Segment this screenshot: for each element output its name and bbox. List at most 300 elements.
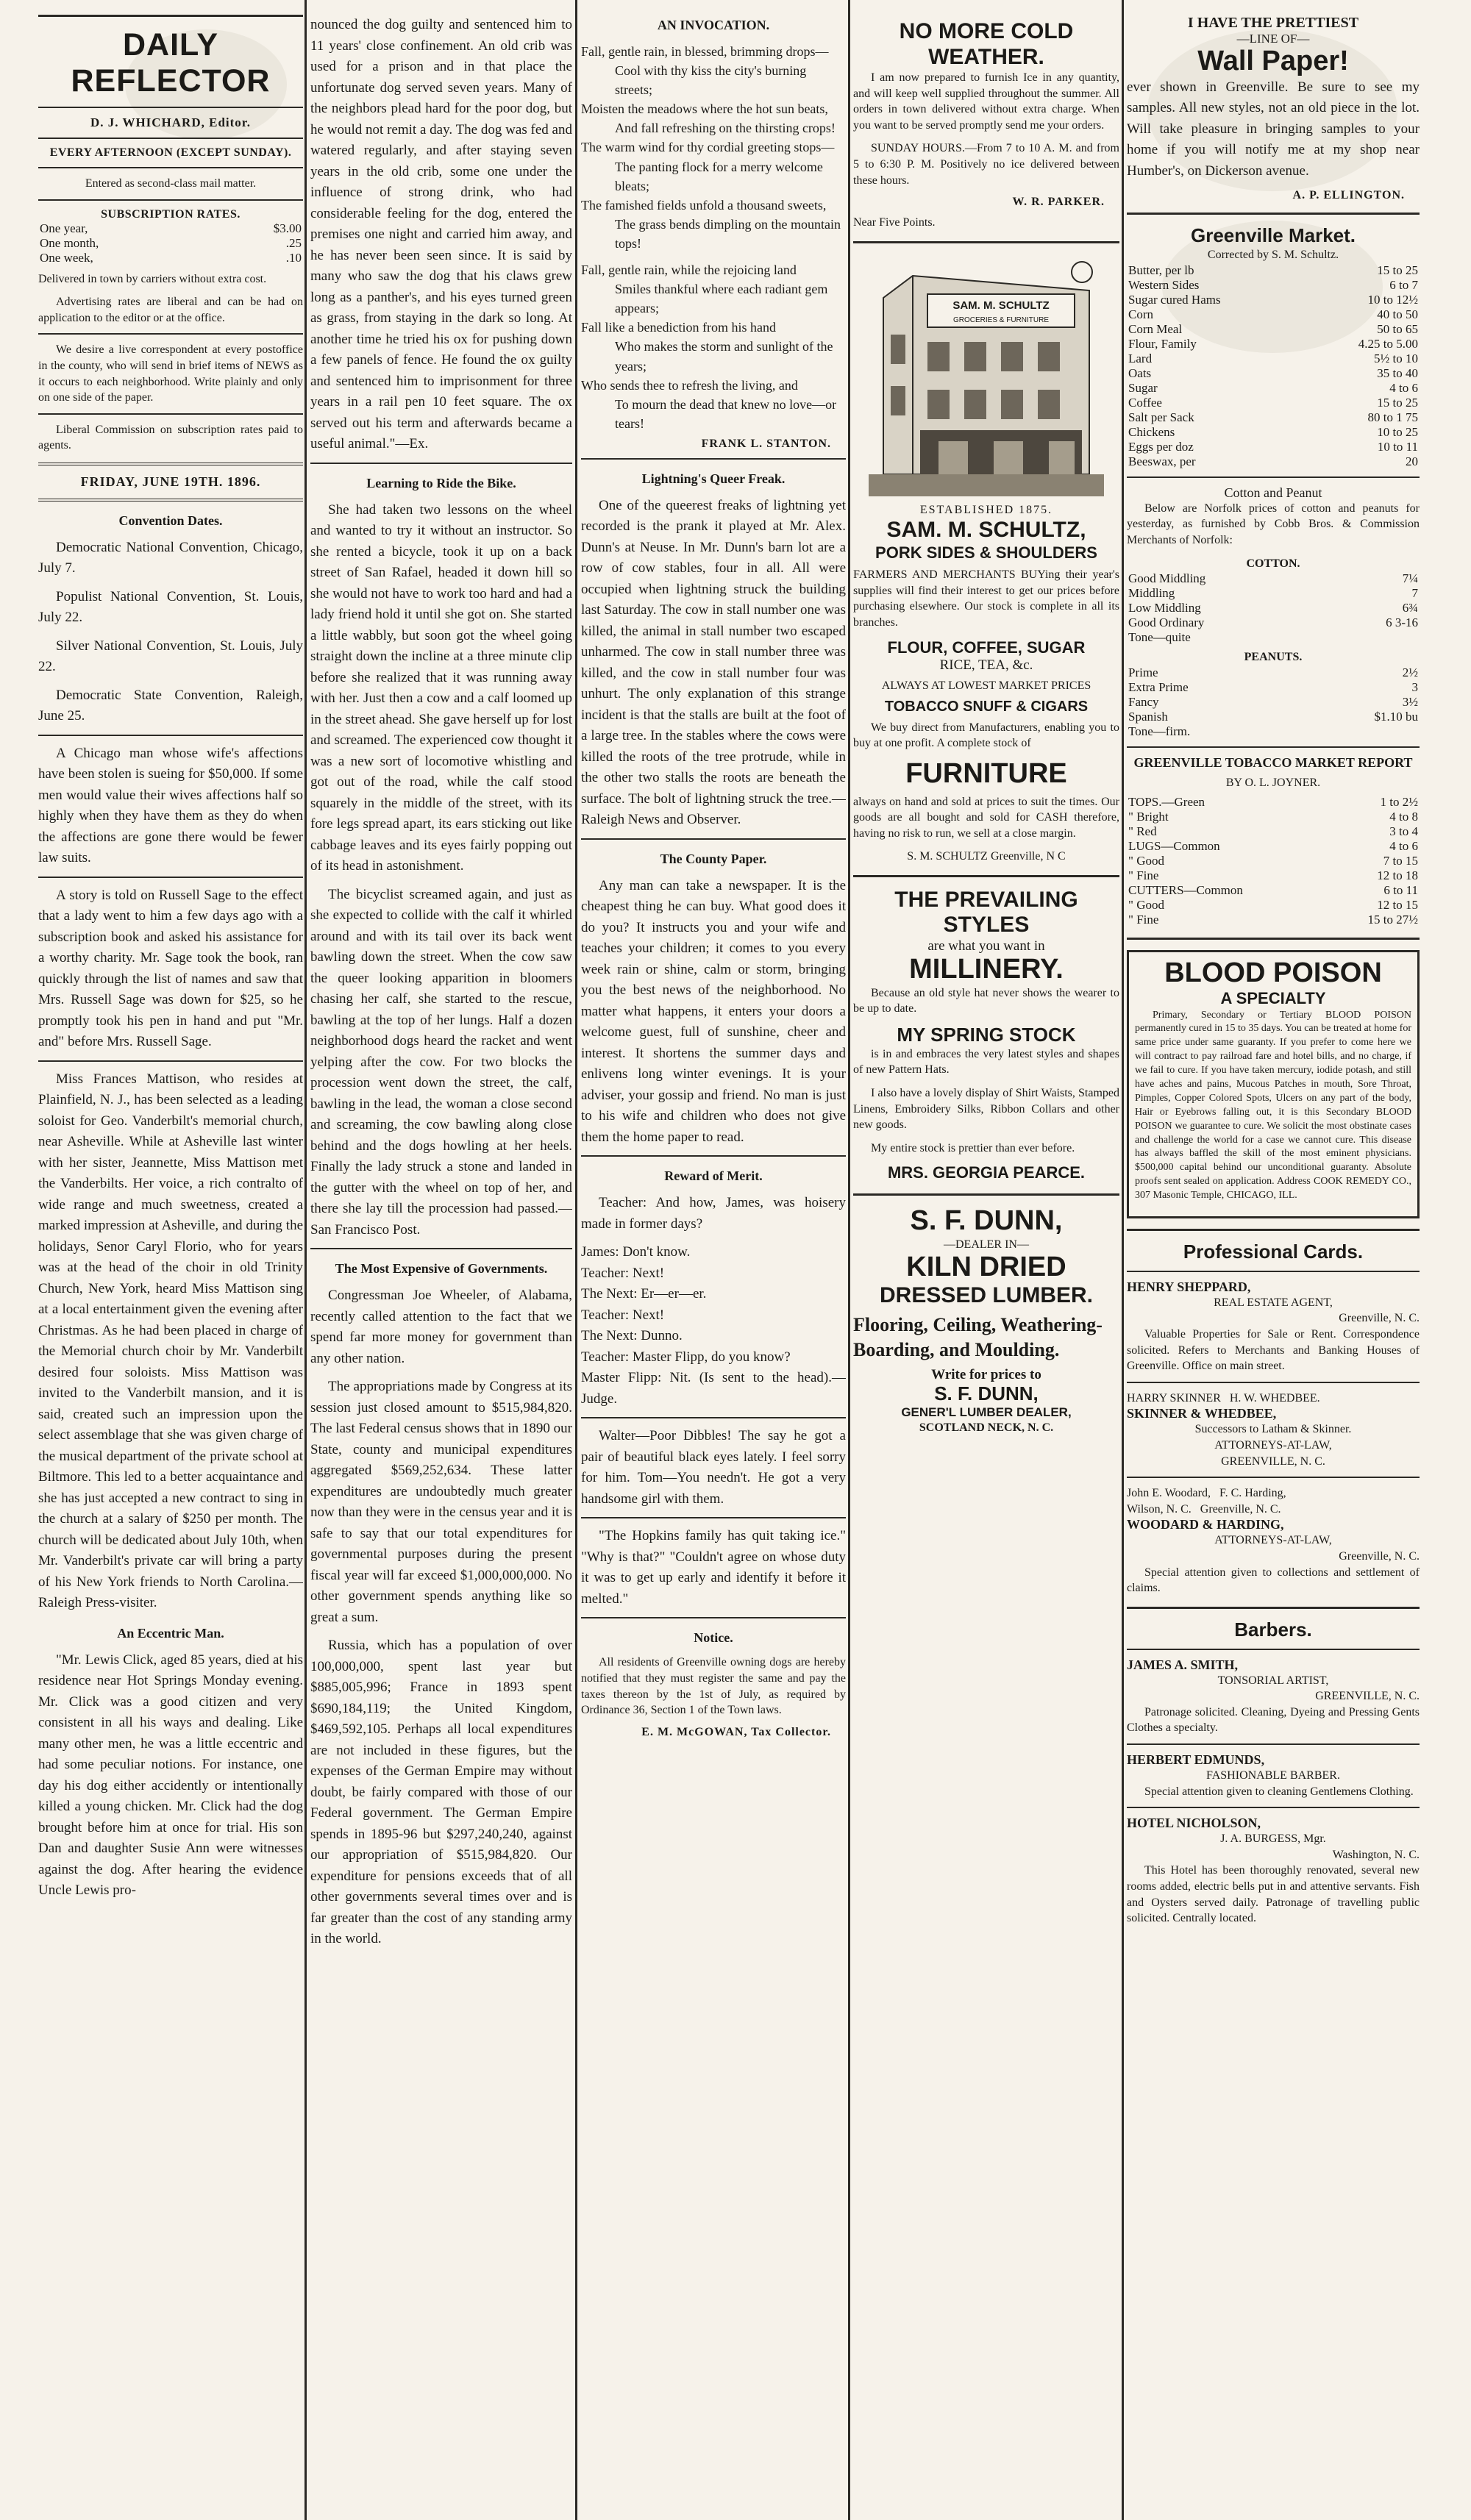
market-row: [1127, 396, 1420, 410]
market-row-item: Butter, per lb: [1128, 263, 1194, 277]
wallpaper-line: I HAVE THE PRETTIEST: [1187, 15, 1359, 31]
column-rule: [848, 0, 850, 2520]
pearce-body: My entire stock is prettier than ever before.: [871, 1141, 1075, 1154]
column-1: [38, 0, 303, 2520]
poem-line: Smiles thankful where each radiant gem appears;: [615, 282, 828, 316]
tobacco-row-price: 15 to 27½: [1367, 913, 1418, 927]
rate-row: [38, 221, 303, 236]
dunn-lumber: DRESSED LUMBER.: [879, 1282, 1094, 1307]
subscription-rates: [38, 221, 303, 265]
poem-line: Moisten the meadows where the hot sun beats,: [581, 101, 828, 117]
dunn-signature: S. F. DUNN,: [934, 1382, 1039, 1405]
market-row-price: 20: [1406, 454, 1418, 468]
cotton-row-price: 6 3-16: [1386, 615, 1418, 630]
rate-price: .25: [285, 235, 302, 250]
tobacco-row-price: 7 to 15: [1383, 854, 1418, 868]
divider: [38, 499, 303, 501]
peanut-row: [1127, 710, 1420, 724]
schultz-prices: ALWAYS AT LOWEST MARKET PRICES: [881, 679, 1091, 692]
divider: [1127, 938, 1420, 940]
woodard-cities: Wilson, N. C. Greenville, N. C.: [1127, 1502, 1281, 1516]
poem-line: And fall refreshing on the thirsting crops!: [615, 121, 836, 136]
tobacco-row: [1127, 810, 1420, 824]
market-row: [1127, 307, 1420, 322]
dialogue-line: Master Flipp: Nit. (Is sent to the head).—Judge.: [581, 1370, 846, 1407]
divider: [38, 1060, 303, 1062]
convention-item: Populist National Convention, St. Louis, July 22.: [38, 588, 303, 626]
dunn-write: Write for prices to: [931, 1367, 1041, 1383]
commission-note: Liberal Commission on subscription rates paid to agents.: [38, 423, 303, 452]
cotton-row: [1127, 601, 1420, 615]
masthead-entered: Entered as second-class mail matter.: [85, 177, 257, 190]
peanut-row-item: Extra Prime: [1128, 679, 1189, 694]
poem-line: To mourn the dead that knew no love—or tears!: [615, 396, 837, 431]
market-row-item: Beeswax, per: [1128, 454, 1196, 468]
tobacco-row: [1127, 839, 1420, 854]
notice-signature: E. M. McGOWAN, Tax Collector.: [641, 1725, 831, 1738]
column-3: [581, 0, 846, 2520]
skinner-succ: Successors to Latham & Skinner.: [1194, 1423, 1352, 1436]
tobacco-row: [1127, 883, 1420, 898]
poem-line: Fall like a benediction from his hand: [581, 320, 776, 335]
convention-item: Silver National Convention, St. Louis, July 22.: [38, 638, 303, 675]
market-by: Corrected by S. M. Schultz.: [1207, 249, 1339, 262]
article-heading: Notice.: [694, 1630, 733, 1646]
tobacco-row: [1127, 824, 1420, 839]
tobacco-row-item: " Good: [1128, 898, 1164, 913]
store-sign-subtext: GROCERIES & FURNITURE: [952, 315, 1050, 324]
tobacco-row-item: " Red: [1128, 824, 1157, 839]
pearce-millinery: MILLINERY.: [909, 953, 1064, 985]
market-row: [1127, 440, 1420, 454]
divider: [581, 1155, 846, 1157]
article-heading: The Most Expensive of Governments.: [335, 1261, 548, 1276]
column-2: [310, 0, 572, 2520]
tobacco-row: [1127, 898, 1420, 913]
tobacco-row-price: 4 to 6: [1389, 839, 1418, 854]
dialogue-line: Teacher: Next!: [581, 1307, 665, 1323]
article-paragraph: Miss Frances Mattison, who resides at Plainfield, N. J., has been selected as a leading soloist for Geo. Vanderbilt's memorial church, near Asheville. While at Asheville last winter with her sister, Jeannette, Miss Mattison met the Vanderbilts. Her voice, a rich contralto of wide range and much sweetness, created a marked impression at Asheville, and during the holidays, Senor Caryl Florio, who for years was at the head of the choir in old Trinity Church, New York, heard Miss Mattison sing at a local entertainment given the evening after Christmas. As he had been placed in charge of the Memorial church choir by Mr. Vanderbilt desired four soloists. Miss Mattison was invited to the Vanderbilt mansion, and it is said, created such an impression upon the select assemblage that she was given charge of the musical department of the private school at Biltmore. This led to a better acquaintance and she has just accepted a new contract to sing in the church at a salary of $250 per month. The church will be dedicated about July 10th, when Mr. Vanderbilt's private car will bring a party of his New York friends to North Carolina.—Raleigh Press-visiter.: [38, 1071, 303, 1611]
divider: [310, 463, 572, 464]
smith-title: TONSORIAL ARTIST,: [1217, 1674, 1329, 1687]
divider: [581, 1617, 846, 1618]
poem-line: The famished fields unfold a thousand sweets,: [581, 197, 827, 213]
poem-line: Who sends thee to refresh the living, and: [581, 377, 798, 393]
established-line: ESTABLISHED 1875.: [919, 503, 1053, 516]
blood-sub: A SPECIALTY: [1220, 989, 1326, 1008]
rate-row: [38, 236, 303, 251]
market-row: [1127, 454, 1420, 469]
divider: [581, 838, 846, 840]
article-paragraph: A Chicago man whose wife's affections have been stolen is sueing for $50,000. If some men would value their wives affections half so highly when they have them as they do when the affections are gone there would be fewer law suits.: [38, 745, 303, 866]
article-heading: Learning to Ride the Bike.: [366, 475, 516, 490]
wallpaper-body: ever shown in Greenville. Be sure to see my samples. All new styles, not an old piece in the lot. Will take pleasure in bringing samples to your home if you will notify me at my shop near Humber's, on Dickerson avenue.: [1127, 79, 1420, 179]
divider: [38, 199, 303, 201]
peanut-row-item: Prime: [1128, 665, 1158, 679]
rate-term: One year,: [40, 221, 88, 235]
tobacco-heading: GREENVILLE TOBACCO MARKET REPORT: [1133, 754, 1413, 770]
market-row-price: 15 to 25: [1377, 395, 1418, 410]
market-row: [1127, 425, 1420, 440]
pearce-body: I also have a lovely display of Shirt Waists, Stamped Linens, Embroidery Silks, Ribbon Collars and other new goods.: [853, 1087, 1119, 1132]
market-row: [1127, 410, 1420, 425]
market-row-item: Oats: [1128, 365, 1152, 380]
masthead-title: DAILY REFLECTOR: [71, 27, 271, 99]
column-rule: [1122, 0, 1124, 2520]
smith-name: JAMES A. SMITH,: [1127, 1657, 1239, 1672]
wallpaper-heading: Wall Paper!: [1197, 46, 1349, 76]
schultz-name: SAM. M. SCHULTZ,: [886, 518, 1086, 543]
rate-price: $3.00: [273, 221, 302, 235]
divider: [853, 875, 1119, 877]
dialogue-line: Teacher: Master Flipp, do you know?: [581, 1349, 791, 1365]
schultz-signature: S. M. SCHULTZ Greenville, N C: [907, 850, 1066, 863]
woodard-title: ATTORNEYS-AT-LAW,: [1214, 1534, 1332, 1547]
cotton-intro: Below are Norfolk prices of cotton and peanuts for yesterday, as furnished by Cobb Bros. & Commission Merchants of Norfolk:: [1127, 501, 1420, 546]
notice-paragraph: All residents of Greenville owning dogs are hereby notified that they must register the same and pay the taxes thereon by the 1st of July, as required by Ordinance 36, Section 1 of the Town laws.: [581, 1656, 846, 1717]
market-row: [1127, 366, 1420, 381]
schultz-furniture: FURNITURE: [905, 757, 1067, 789]
tobacco-row-item: " Fine: [1128, 913, 1159, 927]
issue-date: FRIDAY, JUNE 19TH. 1896.: [80, 474, 261, 489]
woodard-names: John E. Woodard, F. C. Harding,: [1127, 1487, 1286, 1500]
article-heading: An Eccentric Man.: [117, 1625, 224, 1641]
hotel-body: This Hotel has been thoroughly renovated, several new rooms added, electric bells put in and attentive servants. Fish and Oysters served daily. Patronage of travelling public solicited. Centrally located.: [1127, 1864, 1420, 1925]
edmunds-body: Special attention given to cleaning Gentlemens Clothing.: [1144, 1785, 1414, 1798]
article-heading: Lightning's Queer Freak.: [641, 471, 786, 486]
article-paragraph: She had taken two lessons on the wheel and wanted to try it without an instructor. So she rented a bicycle, took it up on a back street of San Rafael, headed it down hill so she would not have to work too hard and had a lady friend hold it until she got on. She started a little wabbly, but soon got the wheel going straight down the incline at a three minute clip before she realized that it was running away with her. Just then a cow and a calf loomed up in the street ahead. She gave herself up for lost and screamed. The experienced cow thought it was a new sort of locomotive whistling and got out of the road, while the calf stood squarely in the middle of the street, with its fore legs spread apart, its ears sticking out like cabbage leaves and its eyes fairly popping out of its head in astonishment.: [310, 501, 572, 874]
blood-heading: BLOOD POISON: [1164, 957, 1382, 989]
cotton-row-item: Middling: [1128, 586, 1175, 601]
pearce-heading: THE PREVAILING STYLES: [894, 887, 1078, 938]
dunn-items: Flooring, Ceiling, Weathering-Boarding, and Moulding.: [853, 1314, 1103, 1361]
peanut-row-price: 3½: [1402, 694, 1418, 709]
cotton-row-price: 7¼: [1402, 571, 1418, 586]
tobacco-row-item: " Good: [1128, 854, 1164, 868]
article-paragraph: One of the queerest freaks of lightning yet recorded is the prank it played at Mr. Alex. Dunn's at Neuse. In Mr. Dunn's barn lot are a row of cow stables, four in all. All were occupied when lightning struck the building last Saturday. The cow in stall number one was killed, the animal in stall number two escaped unharmed. The cow in stall number three was killed, and the cow in stall number four was unhurt. The only explanation of this strange incident is that the stalls are built at the foot of a large tree. In the stables where the cows were killed the roots of the tree protrude, while in the other two stalls the roots are beneath the surface. The bolt of lightning struck the tree.—Raleigh News and Observer.: [581, 497, 846, 828]
article-paragraph: Russia, which has a population of over 100,000,000, spent last year but $885,005,996; France in 1893 spent $690,184,119; the United Kingdom, $469,592,105. Perhaps all local expenditures are not included in these figures, but the expenses of the German Empire may without doubt, be fairly compared with those of our Federal government. The German Empire spends in 1895-96 but $297,240,240, against our appropriation of $515,984,820. Our expenditure for pensions exceeds that of all other governments several times over and is far greater than the cost of any standing army in the world.: [310, 1638, 572, 1946]
divider: [38, 333, 303, 335]
peanut-table: [1127, 665, 1420, 739]
sheppard-city: Greenville, N. C.: [1339, 1312, 1420, 1325]
schultz-sold: always on hand and sold at prices to suit the times. Our goods are all bought and sold for CASH therefore, having no risk to run, we sell at a close margin.: [853, 795, 1119, 840]
divider: [1127, 1271, 1420, 1272]
divider: [1127, 1743, 1420, 1745]
poem-line: Who makes the storm and sunlight of the years;: [615, 339, 833, 374]
poem-line: Fall, gentle rain, while the rejoicing land: [581, 263, 797, 278]
dunn-dealer: —DEALER IN—: [944, 1238, 1029, 1251]
column-rule: [304, 0, 307, 2520]
peanut-row-item: Spanish: [1128, 709, 1168, 724]
ad-signature: W. R. PARKER.: [1012, 196, 1105, 209]
poem: [581, 42, 846, 433]
divider: [38, 463, 303, 465]
dialogue-line: Teacher: And how, James, was hoisery made in former days?: [581, 1195, 846, 1232]
divider: [1127, 476, 1420, 478]
market-heading: Greenville Market.: [1191, 224, 1356, 247]
tobacco-row: [1127, 913, 1420, 927]
sheppard-name: HENRY SHEPPARD,: [1127, 1279, 1251, 1294]
professional-heading: Professional Cards.: [1183, 1241, 1364, 1263]
rate-row: [38, 251, 303, 265]
peanut-row: [1127, 695, 1420, 710]
article-paragraph: A story is told on Russell Sage to the effect that a lady went to him a few days ago with a subscription book and asked his assistance for a worthy charity. Mr. Sage took the book, ran quickly through the list of names and saw that Mrs. Russell Sage was down for $25, so he promptly took his pen in hand and put "Mr. and" before Mrs. Russell Sage.: [38, 887, 303, 1050]
article-paragraph: "Mr. Lewis Click, aged 85 years, died at his residence near Hot Springs Monday evening. Mr. Click was a good citizen and very consistent in all his ways and dealing. Like many other men, he was a little eccentric and had some peculiar notions. For instance, one day his dog either accidently or intentionally killed a young chicken. Mr. Click had the dog brought before him at once for trial. His son Dan and daughter Susie Ann were witnesses against the dog. After hearing the evidence Uncle Lewis pro-: [38, 1652, 303, 1899]
cotton-row-price: 6¾: [1402, 601, 1418, 615]
tobacco-row-price: 4 to 8: [1389, 810, 1418, 824]
market-row-price: 4 to 6: [1389, 380, 1418, 395]
market-row-price: 4.25 to 5.00: [1358, 336, 1418, 351]
hotel-manager: J. A. BURGESS, Mgr.: [1220, 1832, 1326, 1846]
divider: [581, 1517, 846, 1518]
market-row-price: 10 to 25: [1377, 424, 1418, 439]
market-row-price: 10 to 12½: [1367, 292, 1418, 307]
hotel-city: Washington, N. C.: [1332, 1848, 1420, 1861]
cotton-table: [1127, 571, 1420, 645]
market-row-item: Lard: [1128, 351, 1153, 365]
article-paragraph: The bicyclist screamed again, and just as she expected to collide with the calf it whirled around and with its tail over its back went bawling down the street. When the cow saw the queer looking apparition in bloomers chasing her calf, she started to the rescue, bawling at the top of her lungs. Half a dozen neighborhood dogs heard the racket and went yelping after the cow. For two blocks the procession went down the street, the calf, bawling in the lead, the woman a close second and screaming, the cow bawling along close behind and the dogs howling at her heels. Finally the lady struck a stone and landed in the gutter with the wheel on top of her, and there she lay till the procession had passed.—San Francisco Post.: [310, 886, 572, 1238]
market-row-item: Salt per Sack: [1128, 410, 1194, 424]
poem-line: The warm wind for thy cordial greeting stops—: [581, 140, 835, 155]
peanut-label: PEANUTS.: [1244, 651, 1303, 664]
schultz-pork: PORK SIDES & SHOULDERS: [875, 543, 1097, 562]
cotton-row: [1127, 630, 1420, 645]
blood-body: Primary, Secondary or Tertiary BLOOD POISON permanently cured in 15 to 35 days. You can be treated at home for same price under same guaranty. If you prefer to come here we will contract to pay railroad fare and hotel bills, and no charge, if we fail to cure. If you have taken mercury, iodide potash, and still have aches and pains, Mucous Patches in mouth, Sore Throat, Pimples, Copper Colored Spots, Ulcers on any part of the body, Hair or Eyebrows falling out, it is this Secondary BLOOD POISON we guarantee to cure. We solicit the most obstinate cases and challenge the world for a case we cannot cure. This disease has always baffled the skill of the most eminent physicians. $500,000 capital behind our unconditional guaranty. Absolute proofs sent sealed on application. Address COOK REMEDY CO., 307 Masonic Temple, CHICAGO, ILL.: [1135, 1009, 1411, 1202]
schultz-buy: We buy direct from Manufacturers, enabling you to buy at one profit. A complete stock of: [853, 721, 1119, 750]
store-sign-text: SAM. M. SCHULTZ: [952, 299, 1050, 312]
dunn-kiln: KILN DRIED: [906, 1252, 1066, 1283]
cotton-row-item: Tone—quite: [1128, 630, 1191, 645]
hotel-name: HOTEL NICHOLSON,: [1127, 1816, 1261, 1831]
woodard-city: Greenville, N. C.: [1339, 1550, 1420, 1563]
market-row-item: Sugar cured Hams: [1128, 292, 1221, 307]
dialogue-line: Teacher: Next!: [581, 1265, 665, 1281]
divider: [1127, 213, 1420, 215]
cotton-heading: Cotton and Peanut: [1224, 485, 1322, 500]
market-row: [1127, 351, 1420, 366]
sheppard-title: REAL ESTATE AGENT,: [1214, 1296, 1333, 1309]
article-paragraph: Walter—Poor Dibbles! The say he got a pair of beautiful black eyes lately. I feel sorry for him. Tom—You needn't. He got a very handsome girl with them.: [581, 1428, 846, 1507]
peanut-row-item: Tone—firm.: [1128, 724, 1191, 738]
market-row-item: Corn Meal: [1128, 321, 1183, 336]
market-row: [1127, 381, 1420, 396]
poem-line: Fall, gentle rain, in blessed, brimming drops—: [581, 44, 829, 59]
masthead-schedule: EVERY AFTERNOON (EXCEPT SUNDAY).: [49, 146, 292, 159]
tobacco-row-item: TOPS.—Green: [1128, 795, 1205, 810]
article-paragraph: Any man can take a newspaper. It is the cheapest thing he can buy. What good does it do you? It instructs you and your wife and teaches your children; it comes to you every week rain or shine, calm or storm, bringing you the best news of the neighborhood. No matter what happens, it enters your doors a welcome guest, full of sunshine, cheer and interest. It shortens the summer days and enlivens long winter evenings. It is your adviser, your gossip and friend. No man is just to his wife and children who does not give them the home paper to read.: [581, 877, 846, 1145]
convention-item: Democratic National Convention, Chicago, July 7.: [38, 539, 303, 577]
tobacco-table: [1127, 795, 1420, 927]
convention-item: Democratic State Convention, Raleigh, June 25.: [38, 687, 303, 724]
divider: [38, 413, 303, 415]
divider: [38, 138, 303, 139]
divider: [1127, 1477, 1420, 1478]
market-row-price: 35 to 40: [1377, 365, 1418, 380]
tobacco-row-item: LUGS—Common: [1128, 839, 1220, 854]
market-row-item: Coffee: [1128, 395, 1162, 410]
skinner-city: GREENVILLE, N. C.: [1221, 1454, 1325, 1468]
rate-price: .10: [285, 250, 302, 265]
cotton-row-item: Low Middling: [1128, 601, 1201, 615]
dialogue-line: James: Don't know.: [581, 1244, 691, 1260]
schultz-tobacco: TOBACCO SNUFF & CIGARS: [884, 698, 1089, 715]
tobacco-row-price: 12 to 18: [1377, 868, 1418, 883]
cotton-row-price: [1331, 630, 1420, 645]
article-paragraph: Congressman Joe Wheeler, of Alabama, recently called attention to the fact that we spend far more money for government than any other nation.: [310, 1288, 572, 1366]
pearce-body: is in and embraces the very latest styles and shapes of new Pattern Hats.: [853, 1047, 1119, 1077]
article-heading: Convention Dates.: [118, 513, 223, 528]
tobacco-row-price: 6 to 11: [1383, 883, 1418, 898]
tobacco-row-item: " Fine: [1128, 868, 1159, 883]
cotton-row-item: Good Middling: [1128, 571, 1206, 586]
divider: [310, 1248, 572, 1249]
peanut-row-price: [1297, 724, 1420, 739]
rate-term: One week,: [40, 250, 93, 265]
cotton-row: [1127, 586, 1420, 601]
tobacco-row-item: CUTTERS—Common: [1128, 883, 1243, 898]
cotton-label: COTTON.: [1246, 557, 1300, 570]
market-row-item: Sugar: [1128, 380, 1158, 395]
dunn-general: GENER'L LUMBER DEALER,: [901, 1404, 1072, 1419]
article-paragraph: "The Hopkins family has quit taking ice." "Why is that?" "Couldn't agree on whose duty it was to get up early and identify it before it melted.": [581, 1528, 846, 1607]
market-row-item: Corn: [1128, 307, 1153, 321]
peanut-row-price: 2½: [1402, 665, 1418, 679]
divider: [1127, 1607, 1420, 1609]
wallpaper-line: —LINE OF—: [1236, 32, 1310, 46]
pearce-signature: MRS. GEORGIA PEARCE.: [887, 1163, 1086, 1182]
poem-heading: AN INVOCATION.: [657, 18, 770, 32]
peanut-row-price: $1.10 bu: [1374, 709, 1418, 724]
poem-line: Cool with thy kiss the city's burning streets;: [615, 63, 807, 98]
tobacco-row: [1127, 868, 1420, 883]
edmunds-name: HERBERT EDMUNDS,: [1127, 1752, 1265, 1768]
pearce-spring: MY SPRING STOCK: [897, 1023, 1076, 1046]
dunn-location: SCOTLAND NECK, N. C.: [919, 1421, 1054, 1434]
column-5: [1127, 0, 1420, 2520]
woodard-body: Special attention given to collections and settlement of claims.: [1127, 1566, 1420, 1595]
market-row-price: 80 to 1 75: [1367, 410, 1418, 424]
divider: [853, 1193, 1119, 1196]
smith-body: Patronage solicited. Cleaning, Dyeing and Pressing Gents Clothes a specialty.: [1127, 1705, 1420, 1735]
poem-line: The grass bends dimpling on the mountain tops!: [615, 216, 841, 251]
smith-city: GREENVILLE, N. C.: [1315, 1690, 1420, 1703]
market-row-price: 10 to 11: [1377, 439, 1418, 454]
woodard-firm: WOODARD & HARDING,: [1127, 1517, 1284, 1532]
market-row-item: Eggs per doz: [1128, 439, 1194, 454]
tobacco-row-price: 12 to 15: [1377, 898, 1418, 913]
market-row-price: 50 to 65: [1377, 321, 1418, 336]
market-row-price: 5½ to 10: [1374, 351, 1418, 365]
poem-author: FRANK L. STANTON.: [701, 437, 831, 450]
divider: [38, 15, 303, 17]
rate-term: One month,: [40, 235, 99, 250]
tobacco-by: BY O. L. JOYNER.: [1225, 776, 1321, 789]
market-row: [1127, 293, 1420, 307]
article-paragraph: nounced the dog guilty and sentenced him to 11 years' close confinement. An old crib was used for a prison and in that place the unfortunate dog served seven years. Many of the neighbors plead hard for the poor dog, but he would not remit a day. The dog was fed and watered regularly, and after staying seven years in the old crib, some one under the influence of strong drink, who had considerable feeling for the dog, entered the premises one night and carried him away, and he has never been seen since. It is said by many who saw the dog that his claws grew long as a panther's, and his eyes turned green as grass, from staying in the dark so long. At another time he tried his ox for pushing down a few panels of fence. He found the ox guilty and sentenced him to imprisonment for three years in a rail pen 10 feet square. The ox served out his term and afterwards became a useful animal."—Ex.: [310, 17, 572, 451]
tobacco-row: [1127, 854, 1420, 868]
advertising-note: Advertising rates are liberal and can be had on application to the editor or at the office.: [38, 296, 303, 324]
pearce-body: Because an old style hat never shows the wearer to be up to date.: [853, 986, 1119, 1016]
peanut-row-item: Fancy: [1128, 694, 1159, 709]
skinner-names: HARRY SKINNER H. W. WHEDBEE.: [1127, 1391, 1320, 1404]
tobacco-row-price: 1 to 2½: [1380, 795, 1418, 810]
masthead-editor: D. J. WHICHARD, Editor.: [90, 115, 252, 129]
market-row-price: 15 to 25: [1377, 263, 1418, 277]
market-row-item: Western Sides: [1128, 277, 1200, 292]
divider: [38, 107, 303, 108]
barbers-heading: Barbers.: [1234, 1618, 1312, 1641]
wallpaper-signature: A. P. ELLINGTON.: [1292, 189, 1405, 202]
market-row: [1127, 263, 1420, 278]
edmunds-title: FASHIONABLE BARBER.: [1206, 1769, 1340, 1782]
column-rule: [575, 0, 577, 2520]
market-row-item: Chickens: [1128, 424, 1175, 439]
schultz-body: FARMERS AND MERCHANTS BUYing their year's supplies will find their interest to get our prices before purchasing elsewhere. Our stock is complete in all its branches.: [853, 568, 1119, 629]
cotton-row-price: 7: [1411, 586, 1418, 601]
market-row-price: 40 to 50: [1377, 307, 1418, 321]
cotton-row: [1127, 571, 1420, 586]
correspondent-note: We desire a live correspondent at every postoffice in the county, who will send in brief items of NEWS as it occurs to each neighborhood. Write plainly and only on one side of the paper.: [38, 343, 303, 404]
divider: [38, 877, 303, 878]
ad-body: I am now prepared to furnish Ice in any quantity, and will keep well supplied throughout the summer. All orders in town delivered without extra charge. When you want to be served promptly send me your orders.: [853, 71, 1119, 132]
divider: [1127, 746, 1420, 748]
divider: [853, 241, 1119, 243]
divider: [1127, 1382, 1420, 1383]
ad-location: Near Five Points.: [853, 216, 936, 229]
divider: [1127, 1807, 1420, 1808]
divider: [38, 735, 303, 736]
tobacco-row: [1127, 795, 1420, 810]
ad-heading: NO MORE COLD WEATHER.: [899, 19, 1074, 69]
cotton-row: [1127, 615, 1420, 630]
poem-line: The panting flock for a merry welcome bleats;: [615, 159, 823, 193]
schultz-rice: RICE, TEA, &c.: [939, 657, 1033, 673]
dunn-name: S. F. DUNN,: [910, 1204, 1063, 1236]
article-heading: The County Paper.: [660, 851, 767, 866]
delivery-note: Delivered in town by carriers without extra cost.: [38, 272, 267, 285]
market-row-price: 6 to 7: [1389, 277, 1418, 292]
blood-poison-ad: [1127, 950, 1420, 1218]
tobacco-row-price: 3 to 4: [1389, 824, 1418, 839]
market-table: [1127, 263, 1420, 469]
dialogue-line: The Next: Er—er—er.: [581, 1286, 707, 1302]
market-row: [1127, 337, 1420, 351]
article-paragraph: The appropriations made by Congress at its session just closed amount to $515,984,820. The last Federal census shows that in 1890 our State, county and municipal expenditures aggregated $569,252,634. These latter expenditures are undoubtedly much greater now than they were in the census year and it is safe to say that our total expenditures for governmental purposes during the present fiscal year will far exceed $1,000,000,000. No other government spends anything like so great a sum.: [310, 1379, 572, 1625]
pearce-sub: are what you want in: [927, 938, 1045, 954]
column-4: [853, 0, 1119, 2520]
market-row-item: Flour, Family: [1128, 336, 1197, 351]
dialogue-line: The Next: Dunno.: [581, 1328, 683, 1344]
schultz-flour: FLOUR, COFFEE, SUGAR: [887, 638, 1086, 657]
article-heading: Reward of Merit.: [664, 1168, 763, 1184]
market-row: [1127, 278, 1420, 293]
peanut-row-price: 3: [1411, 679, 1418, 694]
divider: [38, 167, 303, 168]
tobacco-row-item: " Bright: [1128, 810, 1169, 824]
subscription-heading: SUBSCRIPTION RATES.: [101, 207, 241, 221]
ad-body: SUNDAY HOURS.—From 7 to 10 A. M. and from 5 to 6:30 P. M. Positively no ice delivered between these hours.: [853, 142, 1119, 187]
divider: [1127, 1229, 1420, 1231]
divider: [581, 1417, 846, 1418]
divider: [1127, 1649, 1420, 1650]
peanut-row: [1127, 724, 1420, 739]
peanut-row: [1127, 680, 1420, 695]
skinner-firm: SKINNER & WHEDBEE,: [1127, 1406, 1277, 1421]
sheppard-body: Valuable Properties for Sale or Rent. Correspondence solicited. Refers to Merchants and Banking Houses of Greenville. Office on main street.: [1127, 1328, 1420, 1373]
cotton-row-item: Good Ordinary: [1128, 615, 1205, 630]
peanut-row: [1127, 665, 1420, 680]
store-illustration: [869, 254, 1104, 496]
